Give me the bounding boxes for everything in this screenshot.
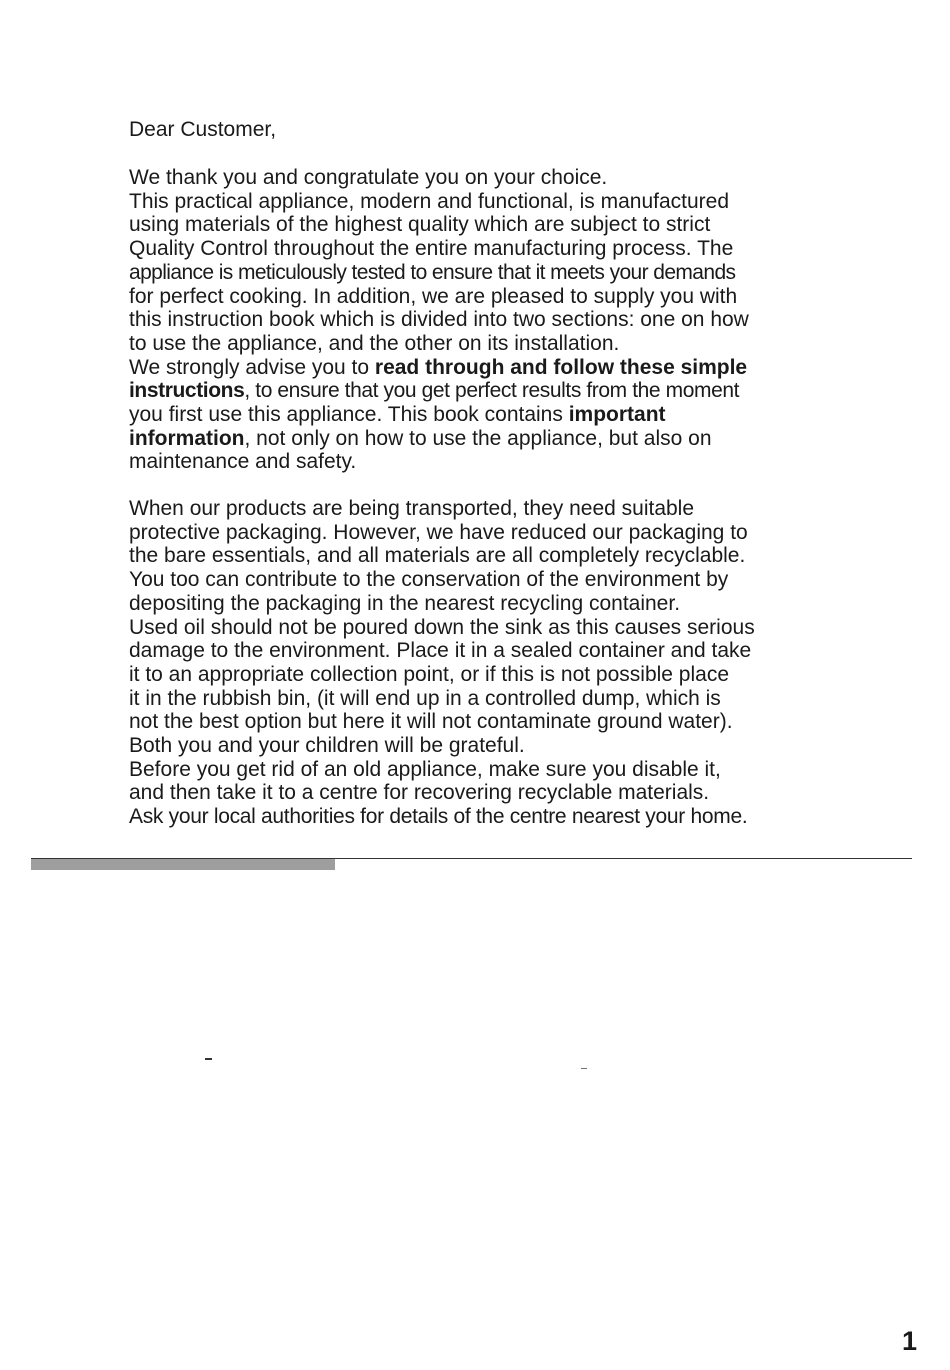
environment-line: not the best option but here it will not contaminate ground water). bbox=[129, 710, 733, 734]
environment-line: the bare essentials, and all materials are all completely recyclable. bbox=[129, 544, 746, 568]
intro-line: We thank you and congratulate you on your choice. bbox=[129, 166, 608, 189]
intro-text: you first use this appliance. This book contains bbox=[129, 403, 569, 427]
intro-paragraph bbox=[129, 166, 829, 474]
environment-line: and then take it to a centre for recovering recyclable materials. bbox=[129, 781, 710, 805]
intro-text: , not only on how to use the appliance, but also on bbox=[244, 426, 712, 450]
intro-line bbox=[129, 403, 829, 427]
intro-line: using materials of the highest quality which are subject to strict bbox=[129, 213, 711, 237]
greeting-text: Dear Customer, bbox=[129, 118, 277, 141]
emphasis-text: information bbox=[129, 426, 245, 450]
environment-line: damage to the environment. Place it in a sealed container and take bbox=[129, 639, 752, 663]
dash-mark bbox=[581, 1068, 587, 1069]
environment-line: depositing the packaging in the nearest recycling container. bbox=[129, 591, 681, 615]
environment-line: Both you and your children will be grateful. bbox=[129, 734, 525, 758]
intro-line bbox=[129, 379, 829, 403]
intro-line: this instruction book which is divided into two sections: one on how bbox=[129, 308, 749, 332]
environment-line: it in the rubbish bin, (it will end up in a controlled dump, which is bbox=[129, 686, 721, 710]
intro-text: , to ensure that you get perfect results from the moment bbox=[244, 379, 740, 403]
environment-line: Before you get rid of an old appliance, make sure you disable it, bbox=[129, 757, 721, 781]
intro-line: for perfect cooking. In addition, we are pleased to supply you with bbox=[129, 284, 738, 308]
environment-line: Used oil should not be poured down the sink as this causes serious bbox=[129, 615, 755, 639]
intro-text: We strongly advise you to bbox=[129, 355, 375, 379]
dash-mark bbox=[205, 1058, 212, 1060]
environment-line: When our products are being transported, they need suitable bbox=[129, 497, 695, 520]
page-number: 1 bbox=[901, 1326, 917, 1356]
intro-line bbox=[129, 427, 829, 451]
intro-line: appliance is meticulously tested to ensure that it meets your demands bbox=[129, 260, 736, 284]
environment-line: Ask your local authorities for details of the centre nearest your home. bbox=[129, 805, 748, 829]
intro-line: Quality Control throughout the entire manufacturing process. The bbox=[129, 237, 734, 261]
environment-line: it to an appropriate collection point, or if this is not possible place bbox=[129, 662, 730, 686]
intro-line: maintenance and safety. bbox=[129, 450, 357, 474]
environment-line: protective packaging. However, we have reduced our packaging to bbox=[129, 520, 748, 544]
intro-line bbox=[129, 356, 829, 380]
environment-line: You too can contribute to the conservation of the environment by bbox=[129, 568, 729, 592]
greeting bbox=[129, 118, 829, 142]
section-divider-accent bbox=[31, 859, 335, 870]
emphasis-text: read through and follow these simple bbox=[374, 355, 748, 379]
environment-paragraph bbox=[129, 497, 829, 829]
intro-line: to use the appliance, and the other on its installation. bbox=[129, 331, 620, 355]
intro-line: This practical appliance, modern and functional, is manufactured bbox=[129, 189, 729, 213]
emphasis-text: important bbox=[568, 403, 666, 427]
emphasis-text: instructions bbox=[129, 379, 245, 403]
